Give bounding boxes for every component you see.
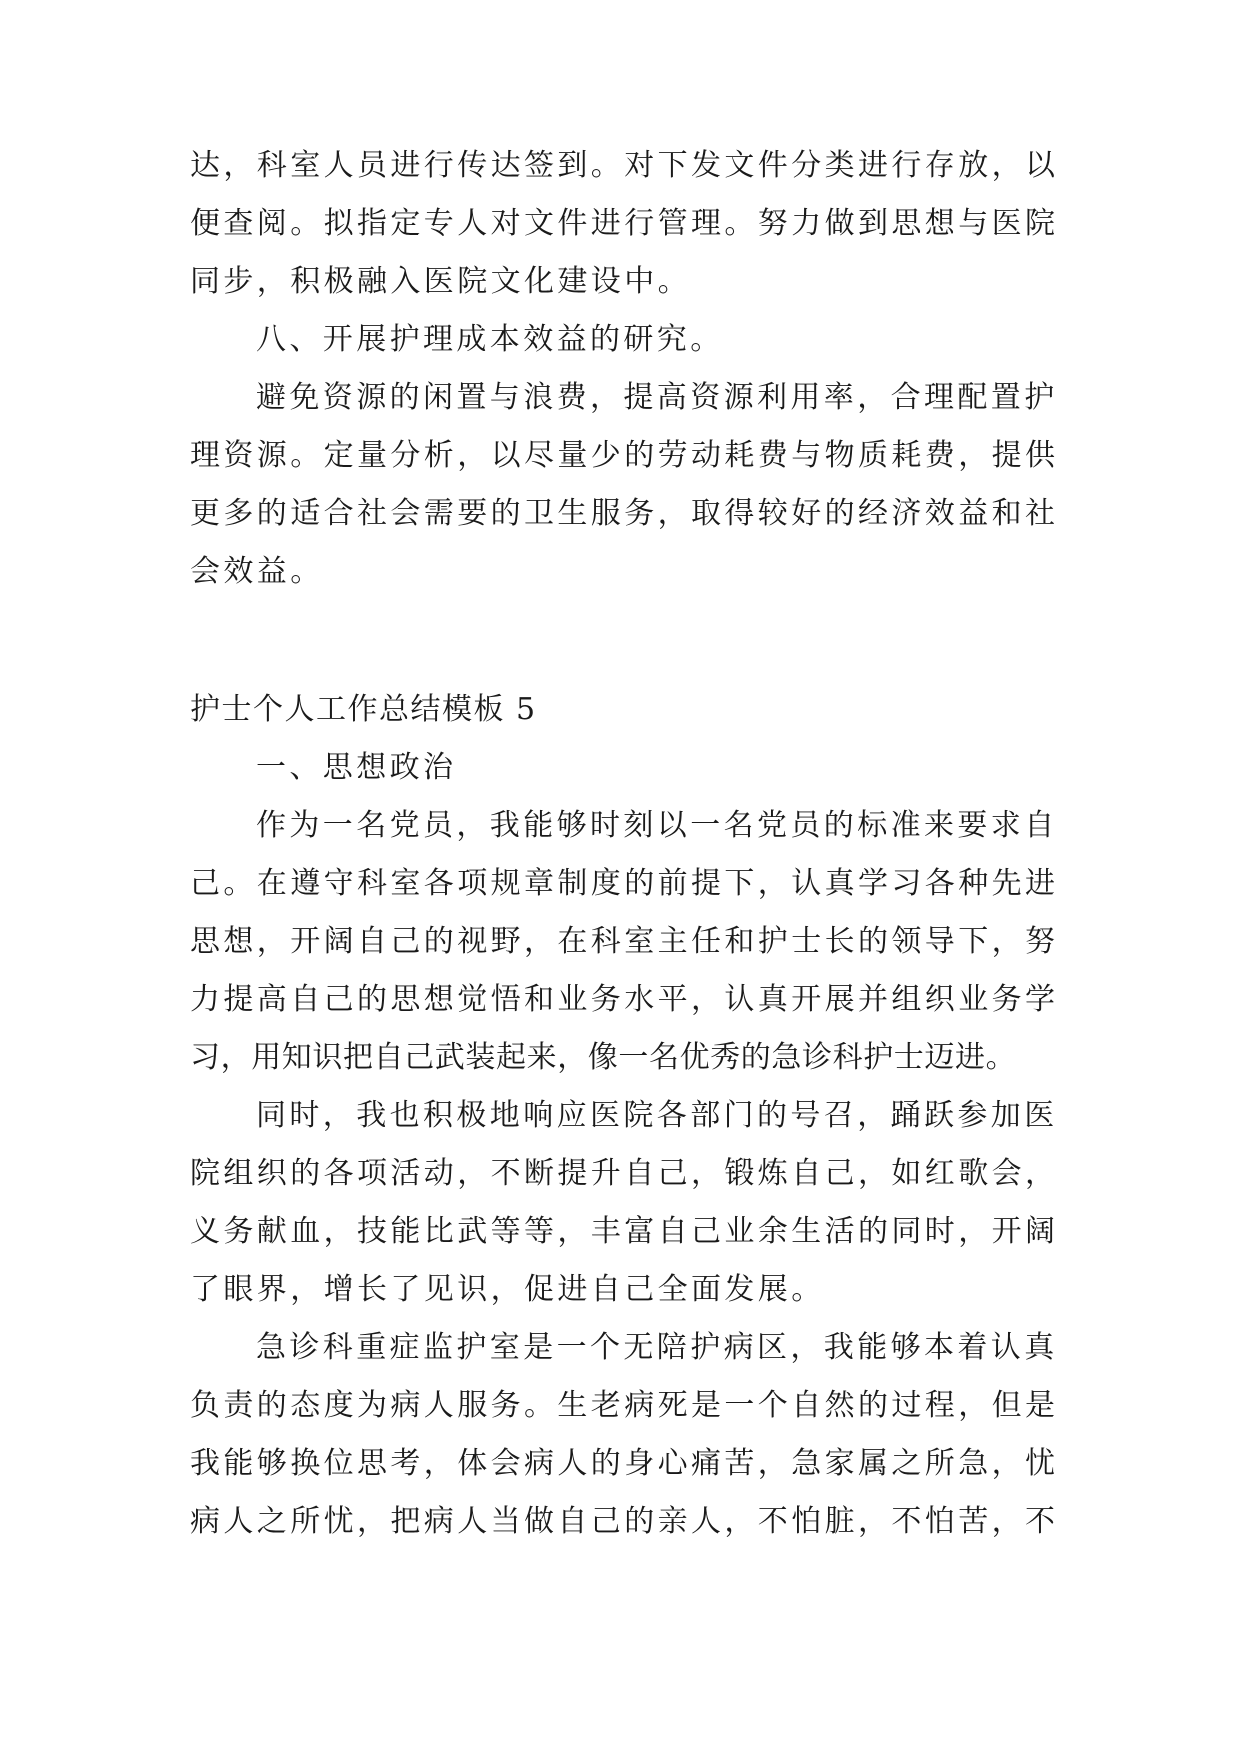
text-line: 习，用知识把自己武装起来，像一名优秀的急诊科护士迈进。 bbox=[190, 1040, 1017, 1075]
text-line: 院组织的各项活动，不断提升自己，锻炼自己，如红歌会， bbox=[190, 1156, 1059, 1191]
text-line: 思想，开阔自己的视野，在科室主任和护士长的领导下，努 bbox=[190, 924, 1059, 959]
section-heading: 八、开展护理成本效益的研究。 bbox=[256, 322, 724, 357]
text-line: 我能够换位思考，体会病人的身心痛苦，急家属之所急，忧 bbox=[190, 1446, 1059, 1481]
text-line: 义务献血，技能比武等等，丰富自己业余生活的同时，开阔 bbox=[190, 1214, 1059, 1249]
section-heading: 一、思想政治 bbox=[256, 750, 457, 785]
text-line: 避免资源的闲置与浪费，提高资源利用率，合理配置护 bbox=[256, 380, 1058, 415]
text-line: 病人之所忧，把病人当做自己的亲人，不怕脏，不怕苦，不 bbox=[190, 1504, 1059, 1539]
section-b bbox=[190, 681, 1059, 1551]
text-line: 己。在遵守科室各项规章制度的前提下，认真学习各种先进 bbox=[190, 866, 1059, 901]
text-line: 了眼界，增长了见识，促进自己全面发展。 bbox=[190, 1272, 825, 1307]
text-line: 达，科室人员进行传达签到。对下发文件分类进行存放，以 bbox=[190, 148, 1059, 183]
text-line: 理资源。定量分析，以尽量少的劳动耗费与物质耗费，提供 bbox=[190, 438, 1059, 473]
text-line: 同步，积极融入医院文化建设中。 bbox=[190, 264, 691, 299]
text-line: 作为一名党员，我能够时刻以一名党员的标准来要求自 bbox=[256, 808, 1058, 843]
text-line: 便查阅。拟指定专人对文件进行管理。努力做到思想与医院 bbox=[190, 206, 1059, 241]
section-a bbox=[190, 137, 1059, 601]
text-line: 同时，我也积极地响应医院各部门的号召，踊跃参加医 bbox=[256, 1098, 1058, 1133]
text-line: 急诊科重症监护室是一个无陪护病区，我能够本着认真 bbox=[256, 1330, 1058, 1365]
text-line: 负责的态度为病人服务。生老病死是一个自然的过程，但是 bbox=[190, 1388, 1059, 1423]
text-line: 力提高自己的思想觉悟和业务水平，认真开展并组织业务学 bbox=[190, 982, 1059, 1017]
text-line: 会效益。 bbox=[190, 554, 324, 589]
document-title: 护士个人工作总结模板 5 bbox=[190, 692, 537, 727]
text-line: 更多的适合社会需要的卫生服务，取得较好的经济效益和社 bbox=[190, 496, 1059, 531]
